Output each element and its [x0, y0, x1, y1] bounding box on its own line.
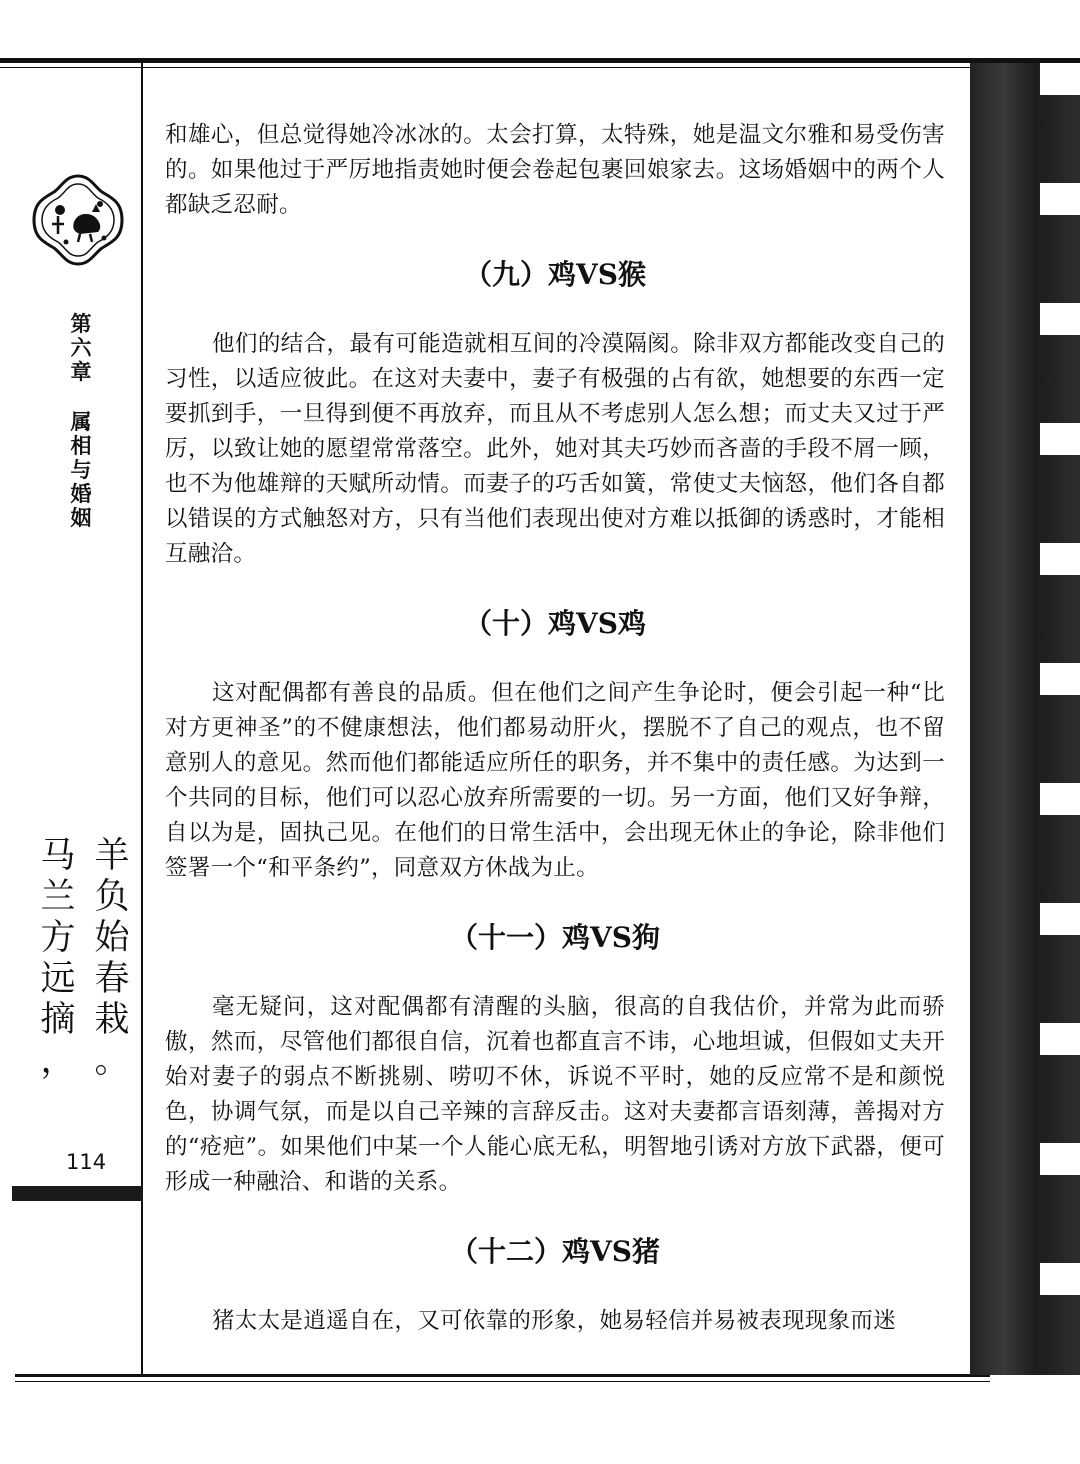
page-body	[165, 118, 945, 1361]
poem-char: 远	[40, 959, 76, 999]
paragraph: 和雄心，但总觉得她冷冰冰的。太会打算，太特殊，她是温文尔雅和易受伤害的。如果他过于严厉地指责她时便会卷起包裹回娘家去。这场婚姻中的两个人都缺乏忍耐。	[165, 122, 945, 218]
top-rule	[0, 58, 1080, 63]
poem-char: 始	[94, 918, 130, 958]
chapter-title-char: 姻	[70, 506, 92, 530]
page-number-bar	[12, 1186, 143, 1201]
poem-char: 春	[94, 959, 130, 999]
paragraph: 猪太太是逍遥自在，又可依靠的形象，她易轻信并易被表现现象而迷	[212, 1308, 897, 1334]
top-thin-rule	[0, 67, 985, 68]
poem-char: 摘	[40, 1000, 76, 1040]
poem-char: ，	[40, 1041, 76, 1081]
chapter-label	[64, 312, 98, 530]
section-heading: （十一）鸡VS狗	[450, 921, 660, 954]
poem-line-left	[36, 836, 80, 1082]
poem-char: 方	[40, 918, 76, 958]
section-heading: （十）鸡VS鸡	[464, 607, 646, 640]
poem-char: 。	[94, 1041, 130, 1081]
section-heading: （十二）鸡VS猪	[450, 1235, 660, 1268]
paragraph: 毫无疑问，这对配偶都有清醒的头脑，很高的自我估价，并常为此而骄傲，然而，尽管他们都很自信，沉着也都直言不讳，心地坦诚，但假如丈夫开始对妻子的弱点不断挑剔、唠叨不休，诉说不平时，她的反应常不是和颜悦色，协调气氛，而是以自己辛辣的言辞反击。这对夫妻都言语刻薄，善揭对方的“疮疤”。如果他们中某一个人能心底无私，明智地引诱对方放下武器，便可形成一种融洽、和谐的关系。	[165, 994, 945, 1195]
bottom-thin-rule	[15, 1381, 990, 1382]
chapter-char: 第	[70, 312, 92, 336]
margin-divider	[141, 63, 143, 1376]
page-number: 114	[66, 1150, 107, 1174]
chapter-title-char: 婚	[70, 482, 92, 506]
poem-line-right	[90, 836, 134, 1082]
poem-char: 兰	[40, 877, 76, 917]
chapter-char: 章	[70, 360, 92, 384]
poem-char: 羊	[94, 836, 130, 876]
poem-char: 负	[94, 877, 130, 917]
poem-char: 栽	[94, 1000, 130, 1040]
paragraph: 他们的结合，最有可能造就相互间的冷漠隔阂。除非双方都能改变自己的习性，以适应彼此。在这对夫妻中，妻子有极强的占有欲，她想要的东西一定要抓到手，一旦得到便不再放弃，而且从不考虑别人怎么想；而丈夫又过于严厉，以致让她的愿望常常落空。此外，她对其夫巧妙而吝啬的手段不屑一顾，也不为他雄辩的天赋所动情。而妻子的巧舌如簧，常使丈夫恼怒，他们各自都以错误的方式触怒对方，只有当他们表现出使对方难以抵御的诱惑时，才能相互融洽。	[165, 331, 945, 567]
rooster-emblem-icon	[30, 172, 126, 268]
bottom-rule	[15, 1374, 990, 1377]
page-edge-shadow	[970, 63, 1080, 1375]
section-heading: （九）鸡VS猴	[464, 258, 646, 291]
chapter-char: 六	[70, 336, 92, 360]
paragraph: 这对配偶都有善良的品质。但在他们之间产生争论时，便会引起一种“比对方更神圣”的不健康想法，他们都易动肝火，摆脱不了自己的观点，也不留意别人的意见。然而他们都能适应所任的职务，并不集中的责任感。为达到一个共同的目标，他们可以忍心放弃所需要的一切。另一方面，他们又好争辩，自以为是，固执己见。在他们的日常生活中，会出现无休止的争论，除非他们签署一个“和平条约”，同意双方休战为止。	[165, 680, 945, 881]
chapter-title-char: 与	[70, 458, 92, 482]
chapter-title-char: 属	[70, 410, 92, 434]
chapter-title-char: 相	[70, 434, 92, 458]
poem-char: 马	[40, 836, 76, 876]
